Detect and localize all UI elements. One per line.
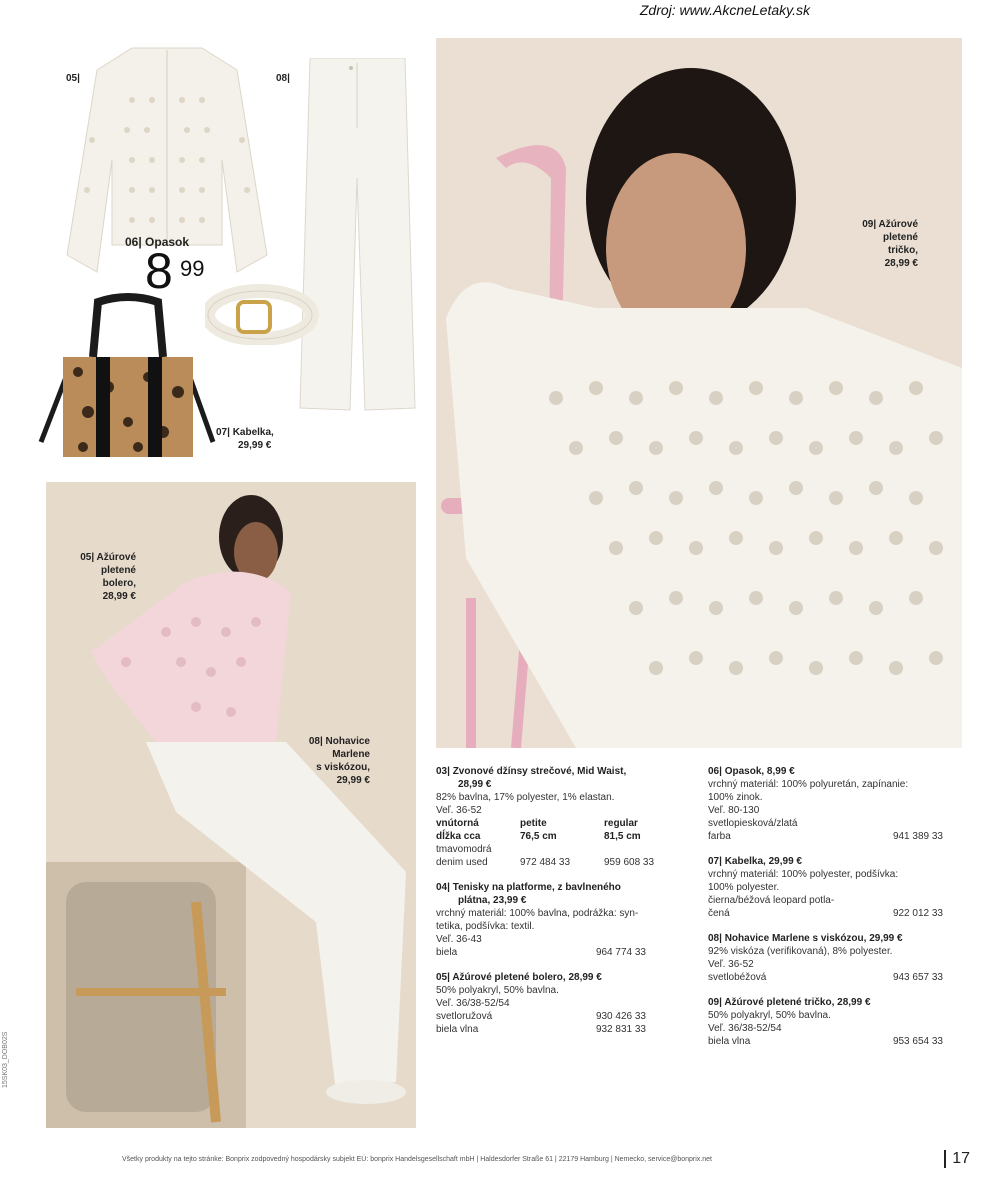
item-08-color: svetlobéžová bbox=[708, 972, 767, 983]
pants-tag-line1: 08| Nohavice bbox=[308, 736, 370, 747]
item-08-details bbox=[708, 932, 943, 984]
item-09-title: 09| Ažúrové pletené tričko, 28,99 € bbox=[708, 997, 871, 1008]
item-04-material-1: vrchný materiál: 100% bavlna, podrážka: syn- bbox=[436, 908, 639, 919]
item-05-title: 05| Ažúrové pletené bolero, 28,99 € bbox=[436, 972, 602, 983]
belt-price-main: 8 bbox=[145, 243, 172, 299]
label-05: 05| bbox=[66, 73, 80, 84]
item-03-title: 03| Zvonové džínsy strečové, Mid Waist, bbox=[436, 766, 627, 777]
item-09-details bbox=[708, 996, 943, 1048]
item-07-code: 922 012 33 bbox=[892, 908, 943, 919]
item-06-title: 06| Opasok, 8,99 € bbox=[708, 766, 795, 777]
grid-cell: petite bbox=[520, 818, 547, 829]
item-05-details bbox=[436, 971, 666, 1036]
item-06-color-2: farba bbox=[708, 831, 731, 842]
item-06-material-2: 100% zinok. bbox=[708, 792, 763, 803]
item-06-color-1: svetlopiesková/zlatá bbox=[708, 818, 798, 829]
item-05-material: 50% polyakryl, 50% bavlna. bbox=[436, 985, 559, 996]
grid-cell: dĺžka cca bbox=[436, 831, 481, 842]
item-06-code: 941 389 33 bbox=[892, 831, 943, 842]
pants-tag-line2: Marlene bbox=[332, 749, 370, 760]
bolero-tag-line2: pletené bbox=[100, 565, 136, 576]
top-tag-line2: pletené bbox=[882, 232, 918, 243]
top-tag bbox=[852, 218, 918, 270]
item-08-title: 08| Nohavice Marlene s viskózou, 29,99 € bbox=[708, 933, 903, 944]
pants-tag-line3: s viskózou, bbox=[316, 762, 370, 773]
source-credit: Zdroj: www.AkcneLetaky.sk bbox=[639, 2, 810, 18]
bolero-tag bbox=[68, 551, 136, 603]
pants-tag-line4: 29,99 € bbox=[336, 775, 370, 786]
item-05-color-row-1 bbox=[436, 1010, 666, 1023]
item-08-size: Veľ. 36-52 bbox=[708, 959, 754, 970]
product-details-column-2 bbox=[708, 765, 943, 1060]
item-04-color: biela bbox=[436, 947, 458, 958]
item-03-size-grid bbox=[436, 817, 666, 869]
grid-cell: denim used bbox=[436, 857, 488, 868]
item-07-details bbox=[708, 855, 943, 920]
item-04-material-2: tetika, podšívka: textil. bbox=[436, 921, 535, 932]
grid-cell bbox=[604, 843, 674, 856]
item-09-color: biela vlna bbox=[708, 1036, 751, 1047]
grid-cell: 76,5 cm bbox=[520, 831, 557, 842]
item-05-color-2: biela vlna bbox=[436, 1024, 479, 1035]
item-07-material-1: vrchný materiál: 100% polyester, podšívka: bbox=[708, 869, 899, 880]
model-photo-top bbox=[436, 38, 962, 748]
item-04-color-row bbox=[436, 946, 666, 959]
item-03-details bbox=[436, 765, 666, 869]
top-tag-line3: tričko, bbox=[887, 245, 918, 256]
grid-cell: vnútorná bbox=[436, 818, 479, 829]
top-tag-line1: 09| Ažúrové bbox=[862, 219, 918, 230]
item-07-color-row bbox=[708, 907, 943, 920]
item-09-material: 50% polyakryl, 50% bavlna. bbox=[708, 1010, 831, 1021]
belt-price-cents: 99 bbox=[180, 256, 205, 281]
item-03-size: Veľ. 36-52 bbox=[436, 805, 482, 816]
item-04-title-2: plátna, 23,99 € bbox=[458, 895, 527, 906]
grid-cell: regular bbox=[604, 818, 638, 829]
item-06-color-row bbox=[708, 830, 943, 843]
item-05-code-1: 930 426 33 bbox=[595, 1011, 646, 1022]
item-06-material-1: vrchný materiál: 100% polyuretán, zapínanie: bbox=[708, 779, 909, 790]
bolero-tag-line3: bolero, bbox=[102, 578, 136, 589]
item-07-color-2: čená bbox=[708, 908, 730, 919]
item-08-code: 943 657 33 bbox=[892, 972, 943, 983]
item-07-color-1: čierna/béžová leopard potla- bbox=[708, 895, 835, 906]
item-05-code-2: 932 831 33 bbox=[595, 1024, 646, 1035]
grid-cell: 81,5 cm bbox=[604, 831, 641, 842]
item-04-size: Veľ. 36-43 bbox=[436, 934, 482, 945]
item-04-code: 964 774 33 bbox=[595, 947, 646, 958]
grid-cell: 959 608 33 bbox=[604, 857, 655, 868]
item-04-details bbox=[436, 881, 666, 959]
item-03-material: 82% bavlna, 17% polyester, 1% elastan. bbox=[436, 792, 615, 803]
bolero-tag-line4: 28,99 € bbox=[102, 591, 136, 602]
product-details-column-1 bbox=[436, 765, 666, 1048]
item-06-details bbox=[708, 765, 943, 843]
item-05-color-row-2 bbox=[436, 1023, 666, 1036]
item-03-price: 28,99 € bbox=[458, 779, 492, 790]
label-08: 08| bbox=[276, 73, 290, 84]
item-09-color-row bbox=[708, 1035, 943, 1048]
pants-tag bbox=[280, 735, 370, 787]
grid-cell: tmavomodrá bbox=[436, 844, 492, 855]
item-06-size: Veľ. 80-130 bbox=[708, 805, 760, 816]
item-08-material: 92% viskóza (verifikovaná), 8% polyester. bbox=[708, 946, 893, 957]
model-photo-top-art bbox=[436, 38, 962, 748]
belt-name-label: 06| Opasok bbox=[125, 235, 190, 249]
bag-image bbox=[38, 292, 216, 462]
item-04-title: 04| Tenisky na platforme, z bavlneného bbox=[436, 882, 621, 893]
page-number: 17 bbox=[944, 1150, 970, 1168]
item-05-color-1: svetloružová bbox=[436, 1011, 493, 1022]
item-05-size: Veľ. 36/38-52/54 bbox=[436, 998, 510, 1009]
item-08-color-row bbox=[708, 971, 943, 984]
item-09-size: Veľ. 36/38-52/54 bbox=[708, 1023, 782, 1034]
item-09-code: 953 654 33 bbox=[892, 1036, 943, 1047]
bag-label bbox=[216, 426, 274, 452]
pants-image bbox=[295, 58, 420, 413]
item-07-title: 07| Kabelka, 29,99 € bbox=[708, 856, 802, 867]
bolero-tag-line1: 05| Ažúrové bbox=[80, 552, 136, 563]
bag-label-name: 07| Kabelka, bbox=[216, 427, 274, 438]
item-07-material-2: 100% polyester. bbox=[708, 882, 780, 893]
grid-cell: 972 484 33 bbox=[520, 857, 571, 868]
grid-cell bbox=[520, 843, 604, 856]
belt-image bbox=[205, 280, 320, 345]
legal-footer: Všetky produkty na tejto stránke: Bonprix zodpovedný hospodársky subjekt EÚ: bonprix Handelsgesellschaft mbH | Haldesdorfer Straße 61 | 22179 Hamburg | Nemecko, service@bonprix.net bbox=[122, 1156, 712, 1163]
bag-label-price: 29,99 € bbox=[238, 440, 272, 451]
top-tag-line4: 28,99 € bbox=[884, 258, 918, 269]
catalog-code: 15SK03_DOB02S bbox=[2, 1031, 9, 1088]
